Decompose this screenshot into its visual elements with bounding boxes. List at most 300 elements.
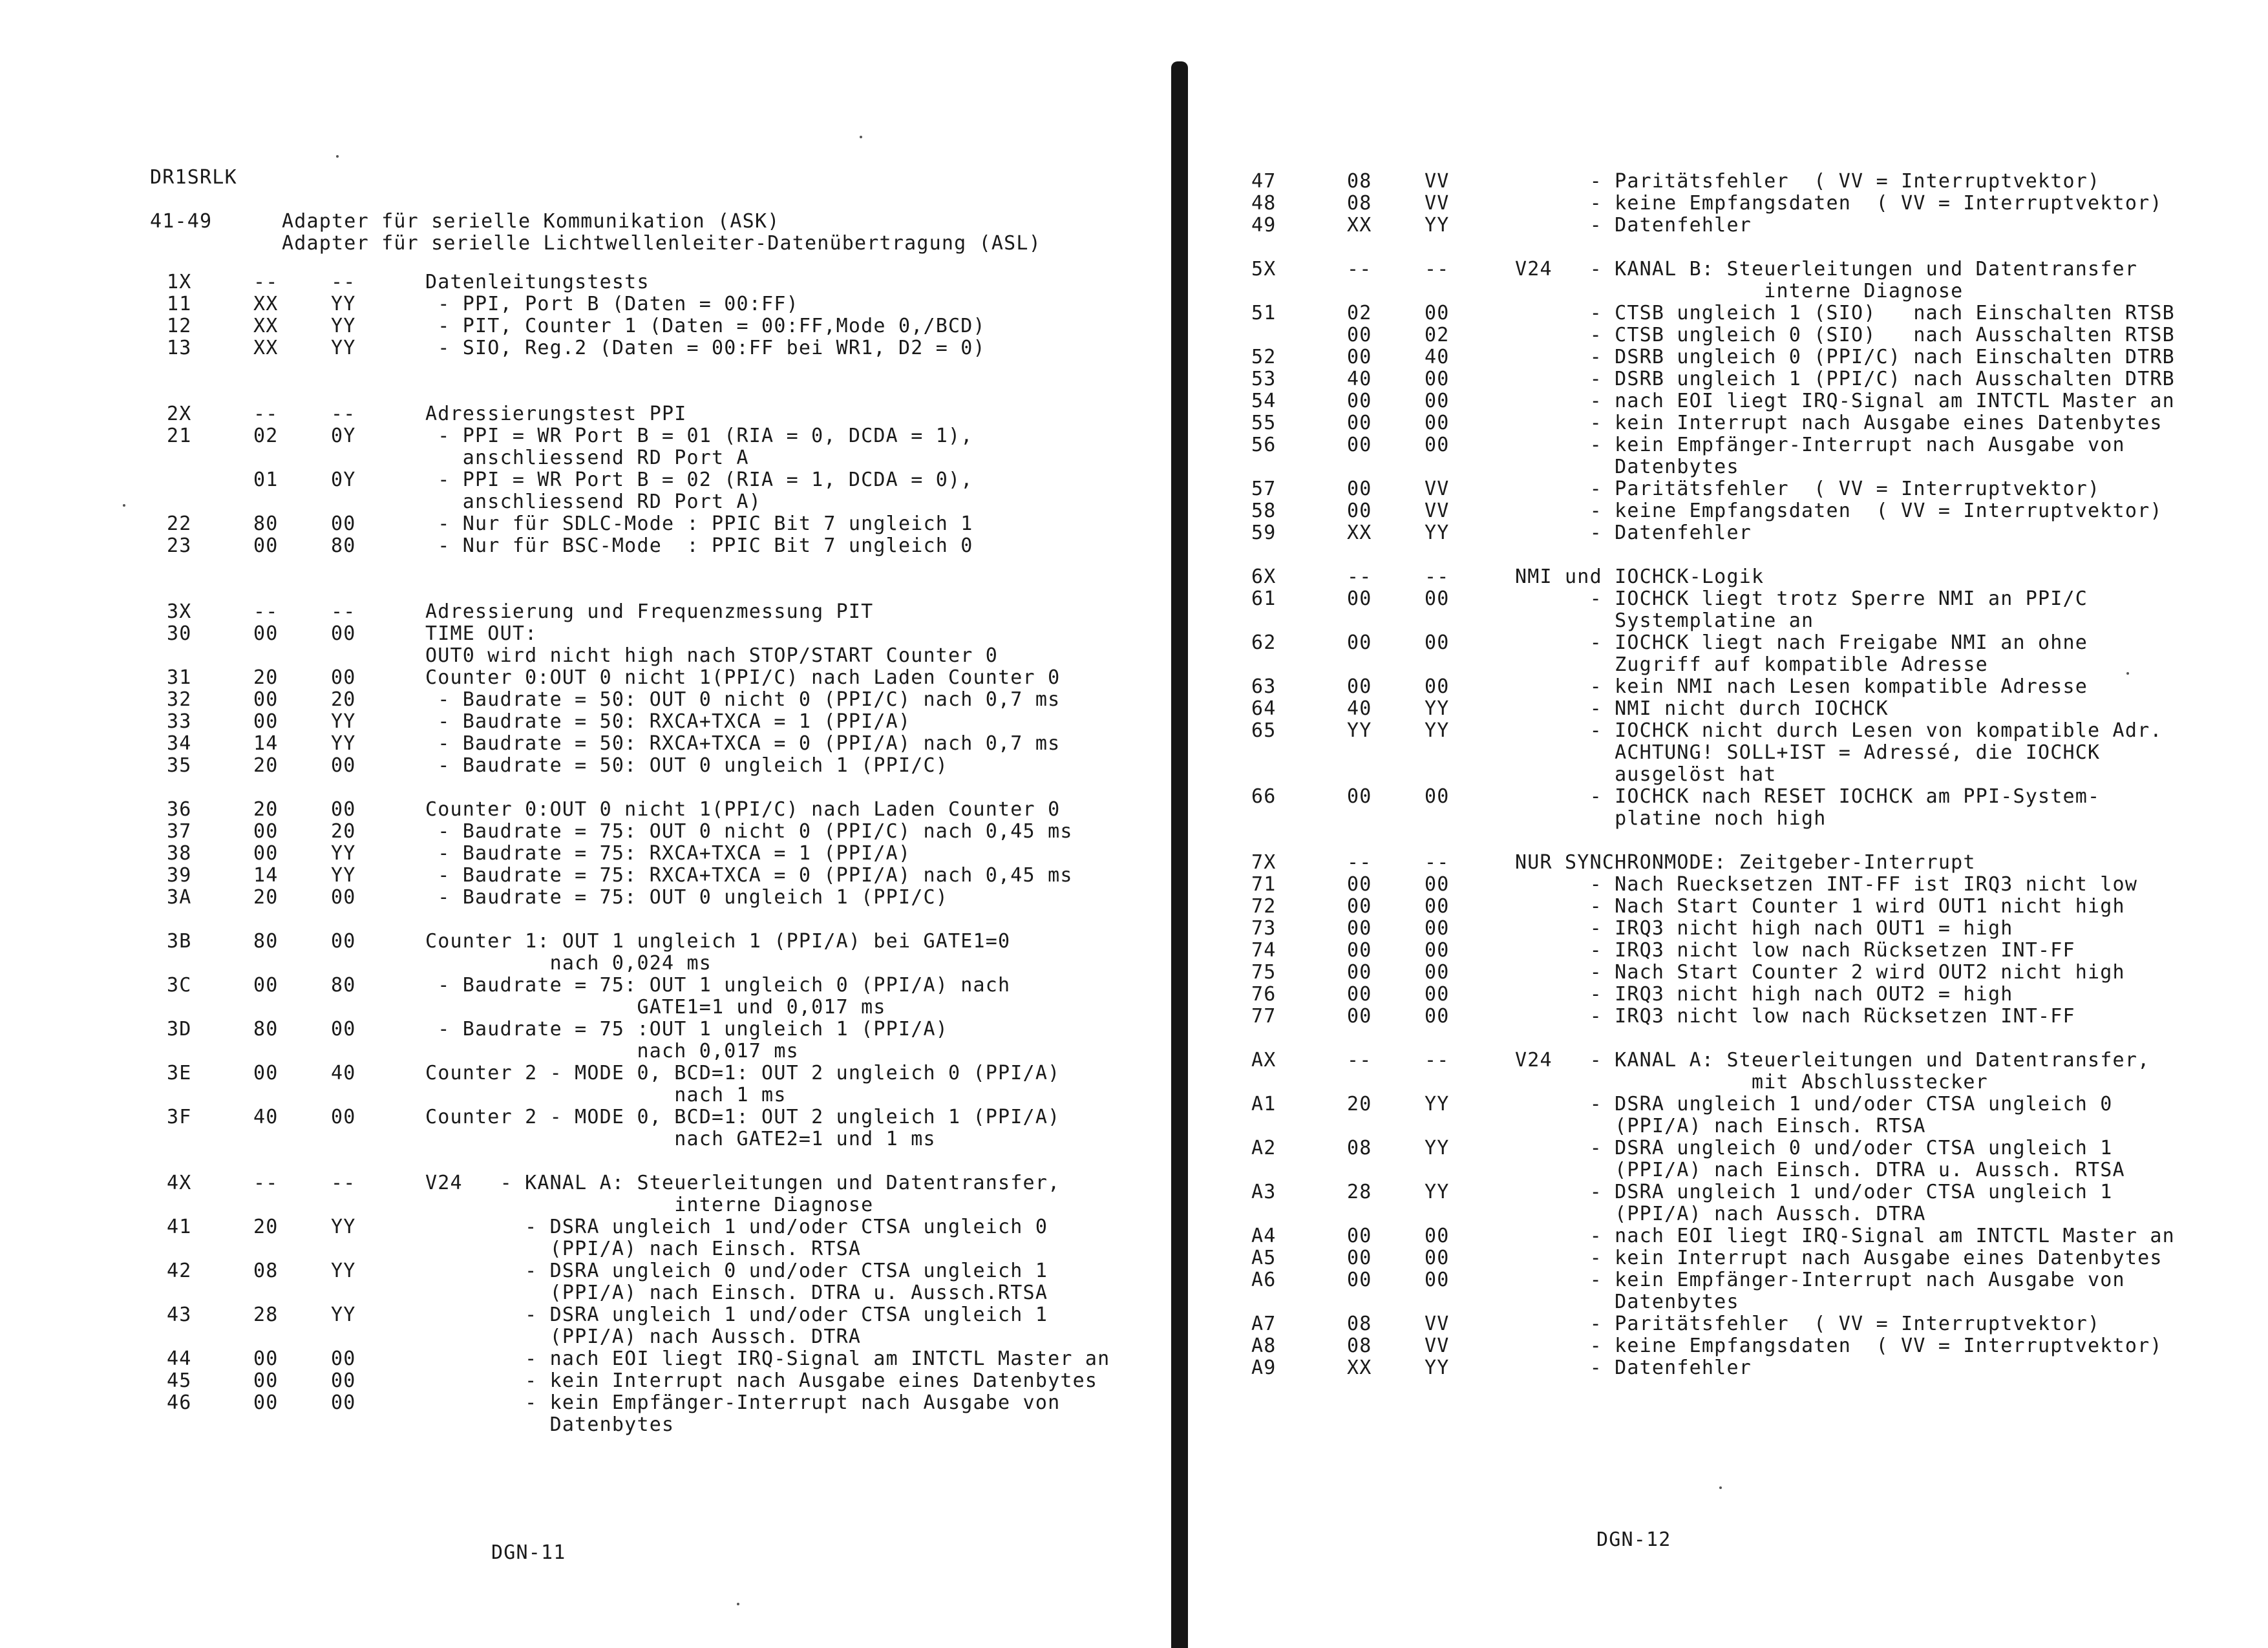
soll-value: XX [1347,214,1372,237]
test-code: A2 [1251,1137,1277,1159]
test-code: 3E [167,1062,192,1084]
test-description: (PPI/A) nach Einsch. DTRA u. Aussch. RTSA [1515,1159,2125,1181]
test-code: 31 [167,666,192,689]
test-description: - Datenfehler [1515,214,1752,237]
test-description: - keine Empfangsdaten ( VV = Interruptvektor) [1515,1335,2163,1357]
soll-value: 20 [253,754,279,777]
ist-value: 40 [331,1062,356,1084]
soll-value: 00 [1347,895,1372,918]
test-description: - kein Empfänger-Interrupt nach Ausgabe von [425,1391,1061,1414]
test-description: V24 - KANAL A: Steuerleitungen und Datentransfer, [425,1172,1061,1194]
test-description: - IOCHCK nach RESET IOCHCK am PPI-System- [1515,785,2101,808]
test-description: - DSRA ungleich 1 und/oder CTSA ungleich 1 [425,1304,1048,1326]
ist-value: VV [1425,170,1450,193]
soll-value: 20 [253,1216,279,1238]
test-code: 47 [1251,170,1277,193]
scan-speck [123,504,125,507]
ist-value: 00 [331,1347,356,1370]
test-description: - kein NMI nach Lesen kompatible Adresse [1515,675,2088,698]
test-description: - IOCHCK nicht durch Lesen von kompatible Adr. [1515,719,2163,742]
soll-value: 00 [253,1062,279,1084]
ist-value: YY [1425,214,1450,237]
soll-value: 00 [1347,587,1372,610]
soll-value: 00 [253,622,279,645]
test-description: Datenbytes [1515,1291,1739,1313]
soll-value: -- [253,271,279,293]
soll-value: 01 [253,469,279,491]
ist-value: YY [331,293,356,315]
test-description: - Nach Ruecksetzen INT-FF ist IRQ3 nicht low [1515,873,2138,896]
ist-value: YY [331,1216,356,1238]
ist-value: 80 [331,534,356,557]
test-code: 64 [1251,697,1277,720]
ist-value: 00 [1425,1225,1450,1247]
test-description: Datenbytes [1515,456,1739,478]
ist-value: 00 [1425,675,1450,698]
test-code: 72 [1251,895,1277,918]
ist-value: YY [1425,697,1450,720]
soll-value: 00 [1347,390,1372,412]
test-description: - nach EOI liegt IRQ-Signal am INTCTL Master an [1515,1225,2175,1247]
soll-value: 00 [1347,631,1372,654]
ist-value: YY [1425,1093,1450,1115]
soll-value: 20 [253,886,279,909]
test-description: - IRQ3 nicht high nach OUT2 = high [1515,983,2013,1006]
test-description: nach 0,017 ms [425,1040,799,1062]
soll-value: XX [253,315,279,337]
test-code: 1X [167,271,192,293]
test-code: 56 [1251,434,1277,456]
soll-value: 00 [1347,675,1372,698]
ist-value: 40 [1425,346,1450,368]
test-description: Counter 0:OUT 0 nicht 1(PPI/C) nach Laden Counter 0 [425,798,1061,821]
scan-speck [737,1603,739,1605]
test-code: 51 [1251,302,1277,324]
test-code: 22 [167,512,192,535]
test-code: 34 [167,732,192,755]
ist-value: 00 [331,798,356,821]
soll-value: 00 [1347,1269,1372,1291]
test-description: - keine Empfangsdaten ( VV = Interruptvektor) [1515,500,2163,522]
test-code: 3F [167,1106,192,1128]
soll-value: 08 [253,1260,279,1282]
test-description: mit Abschlusstecker [1515,1071,1988,1093]
ist-value: YY [1425,1181,1450,1203]
test-code: 3A [167,886,192,909]
soll-value: 00 [1347,983,1372,1006]
test-code: 45 [167,1369,192,1392]
soll-value: 00 [253,688,279,711]
soll-value: -- [1347,258,1372,280]
ist-value: 00 [1425,895,1450,918]
test-code: 58 [1251,500,1277,522]
test-description: - DSRA ungleich 1 und/oder CTSA ungleich 0 [1515,1093,2113,1115]
ist-value: YY [331,1260,356,1282]
test-description: - PIT, Counter 1 (Daten = 00:FF,Mode 0,/BCD) [425,315,986,337]
test-description: interne Diagnose [1515,280,1964,302]
test-description: - Paritätsfehler ( VV = Interruptvektor) [1515,170,2101,193]
test-description: - SIO, Reg.2 (Daten = 00:FF bei WR1, D2 = 0) [425,337,986,359]
test-code: A1 [1251,1093,1277,1115]
test-description: - DSRA ungleich 1 und/oder CTSA ungleich 1 [1515,1181,2113,1203]
test-description: - IRQ3 nicht high nach OUT1 = high [1515,917,2013,940]
ist-value: 00 [331,930,356,953]
test-description: - CTSB ungleich 1 (SIO) nach Einschalten RTSB [1515,302,2175,324]
test-code: 75 [1251,961,1277,984]
test-description: ausgelöst hat [1515,763,1777,786]
soll-value: 14 [253,864,279,887]
soll-value: 20 [253,798,279,821]
soll-value: 80 [253,1018,279,1041]
test-code: 7X [1251,851,1277,874]
test-code: 2X [167,403,192,425]
soll-value: 08 [1347,1137,1372,1159]
soll-value: 00 [253,1391,279,1414]
ist-value: -- [1425,851,1450,874]
ist-value: YY [331,732,356,755]
test-code: 48 [1251,192,1277,215]
test-description: - Paritätsfehler ( VV = Interruptvektor) [1515,478,2101,500]
soll-value: 00 [1347,434,1372,456]
test-code: 53 [1251,368,1277,390]
test-code: 33 [167,710,192,733]
soll-value: 00 [1347,324,1372,346]
ist-value: 00 [1425,1247,1450,1269]
test-description: - PPI = WR Port B = 02 (RIA = 1, DCDA = 0), [425,469,973,491]
ist-value: YY [331,710,356,733]
test-description: Datenleitungstests [425,271,650,293]
scan-speck [336,155,339,158]
test-description: (PPI/A) nach Einsch. DTRA u. Aussch.RTSA [425,1282,1048,1304]
test-description: - Baudrate = 75: RXCA+TXCA = 1 (PPI/A) [425,842,911,865]
test-description: - IRQ3 nicht low nach Rücksetzen INT-FF [1515,939,2075,962]
soll-value: -- [1347,565,1372,588]
ist-value: 00 [331,754,356,777]
test-description: V24 - KANAL B: Steuerleitungen und Datentransfer [1515,258,2138,280]
test-description: Zugriff auf kompatible Adresse [1515,653,1988,676]
soll-value: 00 [253,820,279,843]
scan-speck [860,136,862,138]
test-code: 11 [167,293,192,315]
soll-value: 00 [1347,1247,1372,1269]
test-code: A4 [1251,1225,1277,1247]
soll-value: 08 [1347,1335,1372,1357]
test-code: A9 [1251,1357,1277,1379]
ist-value: YY [331,337,356,359]
test-description: - DSRB ungleich 0 (PPI/C) nach Einschalten DTRB [1515,346,2175,368]
test-code: 5X [1251,258,1277,280]
scan-speck [2126,672,2129,675]
test-description: - IOCHCK liegt nach Freigabe NMI an ohne [1515,631,2088,654]
ist-value: 00 [1425,983,1450,1006]
test-code: 3D [167,1018,192,1041]
soll-value: 28 [253,1304,279,1326]
soll-value: 00 [1347,478,1372,500]
test-description: - Baudrate = 75 :OUT 1 ungleich 1 (PPI/A) [425,1018,948,1041]
test-code: 62 [1251,631,1277,654]
ist-value: 00 [1425,412,1450,434]
test-description: - PPI, Port B (Daten = 00:FF) [425,293,799,315]
ist-value: 00 [1425,368,1450,390]
test-description: - Nur für BSC-Mode : PPIC Bit 7 ungleich 0 [425,534,973,557]
test-description: - Nach Start Counter 2 wird OUT2 nicht high [1515,961,2125,984]
test-description: nach GATE2=1 und 1 ms [425,1128,936,1150]
test-description: (PPI/A) nach Aussch. DTRA [425,1326,862,1348]
page-footer: DGN-11 [491,1541,566,1564]
ist-value: 02 [1425,324,1450,346]
test-description: OUT0 wird nicht high nach STOP/START Counter 0 [425,644,999,667]
test-code: 61 [1251,587,1277,610]
ist-value: -- [331,1172,356,1194]
test-code: 3B [167,930,192,953]
ist-value: YY [331,1304,356,1326]
test-description: Systemplatine an [1515,609,1814,632]
test-description: - Baudrate = 50: RXCA+TXCA = 1 (PPI/A) [425,710,911,733]
test-description: Counter 0:OUT 0 nicht 1(PPI/C) nach Laden Counter 0 [425,666,1061,689]
soll-value: 00 [1347,412,1372,434]
test-description: - DSRA ungleich 0 und/oder CTSA ungleich 1 [425,1260,1048,1282]
soll-value: XX [253,293,279,315]
test-code: 54 [1251,390,1277,412]
test-description: - NMI nicht durch IOCHCK [1515,697,1889,720]
document-header: DR1SRLK [150,166,237,189]
test-code: 71 [1251,873,1277,896]
test-description: (PPI/A) nach Einsch. RTSA [425,1238,862,1260]
soll-value: 02 [253,425,279,447]
test-description: Datenbytes [425,1413,675,1436]
test-code: 32 [167,688,192,711]
test-code: 3X [167,600,192,623]
ist-value: 00 [1425,939,1450,962]
test-description: - Baudrate = 50: OUT 0 nicht 0 (PPI/C) nach 0,7 ms [425,688,1061,711]
ist-value: 00 [1425,873,1450,896]
soll-value: 00 [1347,961,1372,984]
ist-value: 00 [331,512,356,535]
test-code: 35 [167,754,192,777]
test-description: - Datenfehler [1515,1357,1752,1379]
test-code: 46 [167,1391,192,1414]
test-description: - IOCHCK liegt trotz Sperre NMI an PPI/C [1515,587,2088,610]
test-description: - kein Empfänger-Interrupt nach Ausgabe von [1515,1269,2125,1291]
soll-value: 80 [253,930,279,953]
ist-value: VV [1425,192,1450,215]
test-description: Counter 2 - MODE 0, BCD=1: OUT 2 ungleich 1 (PPI/A) [425,1106,1061,1128]
test-code: 77 [1251,1005,1277,1028]
test-code: 37 [167,820,192,843]
soll-value: 00 [1347,939,1372,962]
ist-value: YY [1425,719,1450,742]
soll-value: 40 [253,1106,279,1128]
test-description: - Paritätsfehler ( VV = Interruptvektor) [1515,1313,2101,1335]
test-code: 23 [167,534,192,557]
ist-value: 00 [331,886,356,909]
test-description: V24 - KANAL A: Steuerleitungen und Datentransfer, [1515,1049,2150,1072]
test-code: 76 [1251,983,1277,1006]
test-description: anschliessend RD Port A [425,447,749,469]
section-heading-line-1: Adapter für serielle Kommunikation (ASK) [282,210,780,233]
test-description: Adressierungstest PPI [425,403,687,425]
test-description: - kein Interrupt nach Ausgabe eines Datenbytes [425,1369,1098,1392]
soll-value: 20 [1347,1093,1372,1115]
ist-value: VV [1425,500,1450,522]
test-code: 52 [1251,346,1277,368]
test-description: - IRQ3 nicht low nach Rücksetzen INT-FF [1515,1005,2075,1028]
ist-value: 00 [1425,961,1450,984]
test-description: - Baudrate = 75: OUT 0 nicht 0 (PPI/C) nach 0,45 ms [425,820,1073,843]
test-code: 43 [167,1304,192,1326]
soll-value: 40 [1347,697,1372,720]
ist-value: 0Y [331,469,356,491]
soll-value: 80 [253,512,279,535]
test-code: 3C [167,974,192,997]
soll-value: 00 [253,710,279,733]
test-description: interne Diagnose [425,1194,874,1216]
soll-value: 00 [1347,500,1372,522]
ist-value: 00 [1425,587,1450,610]
soll-value: 00 [253,1369,279,1392]
test-description: - kein Interrupt nach Ausgabe eines Datenbytes [1515,1247,2163,1269]
ist-value: 00 [331,622,356,645]
test-description: platine noch high [1515,807,1827,830]
test-description: Counter 1: OUT 1 ungleich 1 (PPI/A) bei GATE1=0 [425,930,1011,953]
test-code: 49 [1251,214,1277,237]
right-page [1188,0,2268,1648]
ist-value: 20 [331,688,356,711]
soll-value: 00 [253,534,279,557]
test-description: - Baudrate = 75: OUT 1 ungleich 0 (PPI/A) nach [425,974,1011,997]
ist-value: YY [331,315,356,337]
test-description: NUR SYNCHRONMODE: Zeitgeber-Interrupt [1515,851,1976,874]
test-code: 21 [167,425,192,447]
test-code: AX [1251,1049,1277,1072]
test-code: 41 [167,1216,192,1238]
soll-value: 00 [253,1347,279,1370]
ist-value: 00 [1425,1269,1450,1291]
ist-value: 00 [1425,785,1450,808]
ist-value: -- [1425,1049,1450,1072]
ist-value: -- [1425,565,1450,588]
ist-value: 00 [331,1391,356,1414]
test-code: 73 [1251,917,1277,940]
soll-value: -- [253,1172,279,1194]
test-code: 42 [167,1260,192,1282]
soll-value: 28 [1347,1181,1372,1203]
test-description: - Baudrate = 50: RXCA+TXCA = 0 (PPI/A) nach 0,7 ms [425,732,1061,755]
test-description: Counter 2 - MODE 0, BCD=1: OUT 2 ungleich 0 (PPI/A) [425,1062,1061,1084]
test-code: 36 [167,798,192,821]
test-description: Adressierung und Frequenzmessung PIT [425,600,874,623]
test-code: 63 [1251,675,1277,698]
ist-value: 00 [1425,1005,1450,1028]
test-code: 6X [1251,565,1277,588]
ist-value: YY [1425,1357,1450,1379]
soll-value: 08 [1347,192,1372,215]
soll-value: -- [1347,851,1372,874]
test-code: 74 [1251,939,1277,962]
soll-value: -- [253,600,279,623]
test-description: - kein Interrupt nach Ausgabe eines Datenbytes [1515,412,2163,434]
ist-value: VV [1425,478,1450,500]
test-description: - keine Empfangsdaten ( VV = Interruptvektor) [1515,192,2163,215]
soll-value: YY [1347,719,1372,742]
test-code: A6 [1251,1269,1277,1291]
soll-value: XX [1347,1357,1372,1379]
test-description: - Nur für SDLC-Mode : PPIC Bit 7 ungleich 1 [425,512,973,535]
soll-value: XX [1347,522,1372,544]
ist-value: -- [331,271,356,293]
test-code: 4X [167,1172,192,1194]
page-footer: DGN-12 [1596,1528,1671,1551]
section-heading-line-2: Adapter für serielle Lichtwellenleiter-Datenübertragung (ASL) [282,232,1041,255]
test-code: 57 [1251,478,1277,500]
test-code: 65 [1251,719,1277,742]
test-description: nach 1 ms [425,1084,787,1106]
ist-value: VV [1425,1335,1450,1357]
ist-value: 00 [1425,302,1450,324]
soll-value: 00 [253,842,279,865]
test-description: TIME OUT: [425,622,538,645]
scan-speck [1719,1486,1722,1489]
test-code: 66 [1251,785,1277,808]
ist-value: 00 [331,1106,356,1128]
test-description: (PPI/A) nach Einsch. RTSA [1515,1115,1926,1137]
ist-value: 0Y [331,425,356,447]
ist-value: 00 [331,1369,356,1392]
soll-value: 00 [1347,346,1372,368]
book-spine [1171,61,1188,1648]
test-code: A8 [1251,1335,1277,1357]
test-description: - Baudrate = 50: OUT 0 ungleich 1 (PPI/C) [425,754,948,777]
ist-value: 00 [331,1018,356,1041]
ist-value: -- [331,600,356,623]
ist-value: 80 [331,974,356,997]
test-code: 55 [1251,412,1277,434]
ist-value: 00 [331,666,356,689]
test-description: - DSRB ungleich 1 (PPI/C) nach Ausschalten DTRB [1515,368,2175,390]
test-description: - kein Empfänger-Interrupt nach Ausgabe von [1515,434,2125,456]
soll-value: XX [253,337,279,359]
test-code: 12 [167,315,192,337]
soll-value: 00 [1347,1005,1372,1028]
test-description: - Nach Start Counter 1 wird OUT1 nicht high [1515,895,2125,918]
test-description: anschliessend RD Port A) [425,491,762,513]
test-code: 13 [167,337,192,359]
test-description: - Baudrate = 75: RXCA+TXCA = 0 (PPI/A) nach 0,45 ms [425,864,1073,887]
ist-value: VV [1425,1313,1450,1335]
test-code: A3 [1251,1181,1277,1203]
ist-value: -- [331,403,356,425]
test-code: 38 [167,842,192,865]
test-description: - DSRA ungleich 0 und/oder CTSA ungleich 1 [1515,1137,2113,1159]
soll-value: -- [1347,1049,1372,1072]
test-code: 30 [167,622,192,645]
test-description: - nach EOI liegt IRQ-Signal am INTCTL Master an [425,1347,1110,1370]
ist-value: 00 [1425,390,1450,412]
test-description: - Baudrate = 75: OUT 0 ungleich 1 (PPI/C) [425,886,948,909]
test-code: A7 [1251,1313,1277,1335]
test-description: - CTSB ungleich 0 (SIO) nach Ausschalten RTSB [1515,324,2175,346]
soll-value: 14 [253,732,279,755]
ist-value: 00 [1425,631,1450,654]
soll-value: 00 [1347,917,1372,940]
test-description: NMI und IOCHCK-Logik [1515,565,1765,588]
test-description: (PPI/A) nach Aussch. DTRA [1515,1203,1926,1225]
soll-value: 00 [1347,785,1372,808]
test-description: ACHTUNG! SOLL+IST = Adressé, die IOCHCK [1515,741,2101,764]
soll-value: 00 [1347,1225,1372,1247]
test-description: - Datenfehler [1515,522,1752,544]
ist-value: YY [1425,1137,1450,1159]
